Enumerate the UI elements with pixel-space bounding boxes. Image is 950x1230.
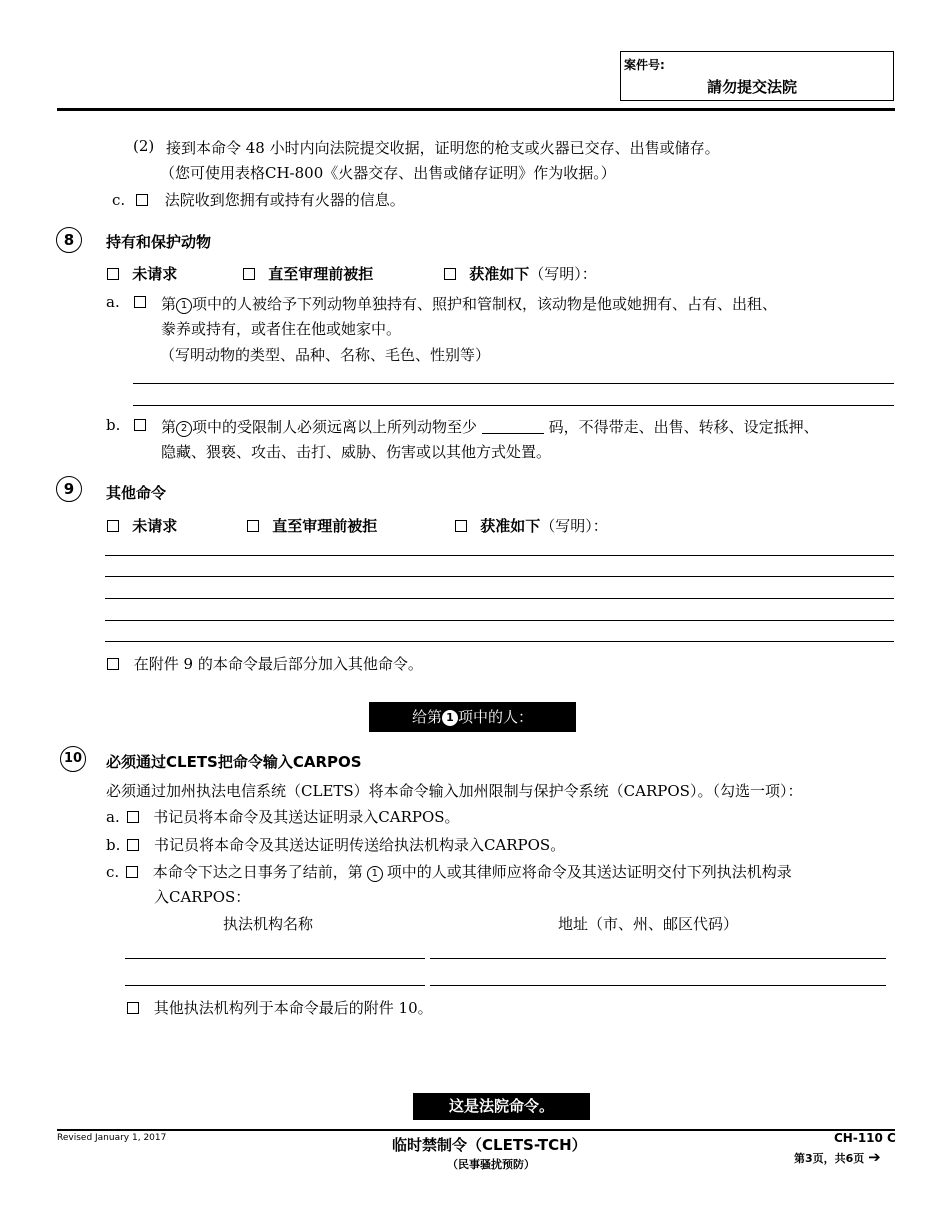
- item9-denied-label: 直至审理前被拒: [272, 517, 378, 535]
- item8-a-prefix: 第: [161, 295, 177, 313]
- item8-a-line3: （写明动物的类型、品种、名称、毛色、性别等）: [160, 346, 491, 364]
- item8-title: 持有和保护动物: [106, 233, 212, 251]
- item9-fill-line-2[interactable]: [105, 576, 894, 577]
- item8-b-letter: b.: [106, 416, 121, 434]
- item10-col-agency: 执法机构名称: [223, 915, 314, 933]
- item9-fill-line-3[interactable]: [105, 598, 894, 599]
- item8-a-letter: a.: [106, 293, 120, 311]
- item9-number: 9: [56, 476, 82, 502]
- item8-a-ref-circle: 1: [176, 298, 192, 314]
- item7-sub2-note: （您可使用表格CH-800《火器交存、出售或储存证明》作为收据。）: [160, 164, 616, 182]
- item8-not-requested-checkbox[interactable]: [107, 268, 119, 280]
- item10-a-checkbox[interactable]: [127, 811, 139, 823]
- item8-granted-label: 获准如下: [469, 265, 530, 283]
- item8-denied-label: 直至审理前被拒: [268, 265, 374, 283]
- item7-c-checkbox[interactable]: [136, 194, 148, 206]
- item10-c-checkbox[interactable]: [126, 866, 138, 878]
- item9-title: 其他命令: [106, 484, 167, 502]
- item9-denied-option: [247, 515, 377, 536]
- item8-b-prefix: 第: [161, 418, 177, 436]
- item8-a-text: 项中的人被给予下列动物单独持有、照护和管制权，该动物是他或她拥有、占有、出租、: [192, 295, 778, 313]
- item8-options: [107, 263, 177, 284]
- item7-c-text: 法院收到您拥有或持有火器的信息。: [164, 191, 405, 209]
- item8-number: 8: [56, 227, 82, 253]
- item8-a-line1: [161, 293, 777, 314]
- item8-granted-checkbox[interactable]: [444, 268, 456, 280]
- item10-b-text: 书记员将本命令及其送达证明传送给执法机构录入CARPOS。: [153, 836, 566, 854]
- item9-granted-option: [455, 515, 608, 536]
- item8-b-yards-field[interactable]: [482, 433, 544, 434]
- item10-col-address: 地址（市、州、邮区代码）: [558, 915, 739, 933]
- to-person-prefix: 给第: [411, 708, 442, 726]
- item9-attachment-text: 在附件 9 的本命令最后部分加入其他命令。: [133, 655, 423, 673]
- page-info-row: [794, 1148, 881, 1166]
- item9-fill-line-5[interactable]: [105, 641, 894, 642]
- footer-rule: [57, 1129, 895, 1131]
- item9-fill-line-1[interactable]: [105, 555, 894, 556]
- item9-granted-label: 获准如下: [480, 517, 541, 535]
- item8-b-checkbox[interactable]: [134, 419, 146, 431]
- item7-c-row: [112, 189, 405, 210]
- item10-other-text: 其他执法机构列于本命令最后的附件 10。: [153, 999, 433, 1017]
- item9-denied-checkbox[interactable]: [247, 520, 259, 532]
- item9-granted-checkbox[interactable]: [455, 520, 467, 532]
- item10-title: 必须通过CLETS把命令输入CARPOS: [106, 753, 362, 771]
- form-subtitle: （民事骚扰预防）: [447, 1158, 535, 1171]
- item10-c-text-b: 项中的人或其律师应将命令及其送达证明交付下列执法机构录: [386, 863, 792, 881]
- item9-fill-line-4[interactable]: [105, 620, 894, 621]
- item10-c-letter: c.: [106, 863, 120, 881]
- item10-a-letter: a.: [106, 808, 120, 826]
- item10-other-row: [127, 997, 433, 1018]
- item10-intro: 必须通过加州执法电信系统（CLETS）将本命令输入加州限制与保护令系统（CARPOS）。（勾选一项）：: [106, 782, 803, 800]
- item7-sub2-number: (2): [133, 137, 155, 155]
- form-number: CH-110 C: [834, 1131, 896, 1145]
- court-order-banner: 这是法院命令。: [413, 1093, 590, 1120]
- page-info: 第3页，共6页: [794, 1152, 865, 1165]
- item10-b-checkbox[interactable]: [127, 839, 139, 851]
- item8-a-fill-line-2[interactable]: [133, 405, 894, 406]
- item8-granted-note: （写明）：: [529, 265, 597, 283]
- item7-c-letter: c.: [112, 191, 126, 209]
- item8-not-requested-label: 未请求: [132, 265, 178, 283]
- item10-other-checkbox[interactable]: [127, 1002, 139, 1014]
- header-rule: [57, 108, 895, 111]
- item9-not-requested-checkbox[interactable]: [107, 520, 119, 532]
- item8-a-line2: 豢养或持有，或者住在他或她家中。: [161, 320, 402, 338]
- item10-c-line2: 入CARPOS：: [154, 888, 251, 906]
- do-not-file-label: 請勿提交法院: [707, 78, 798, 96]
- item8-b-ref-circle: 2: [176, 421, 192, 437]
- item9-not-requested-label: 未请求: [132, 517, 178, 535]
- agency-name-field-2[interactable]: [125, 985, 425, 986]
- item10-c-row: [106, 861, 792, 882]
- to-person-ref-circle: 1: [442, 710, 458, 726]
- item9-granted-note: （写明）：: [540, 517, 608, 535]
- item8-denied-option: [243, 263, 373, 284]
- item10-b-letter: b.: [106, 836, 121, 854]
- item8-b-line1: [161, 416, 819, 437]
- item10-number: 10: [60, 746, 86, 772]
- item9-attachment-checkbox[interactable]: [107, 658, 119, 670]
- to-person-suffix: 项中的人：: [458, 708, 534, 726]
- revised-date: Revised January 1, 2017: [57, 1133, 167, 1143]
- item9-not-requested-option: [107, 515, 177, 536]
- item10-b-row: [106, 834, 565, 855]
- item8-b-line2: 隐藏、猥亵、攻击、击打、威胁、伤害或以其他方式处置。: [161, 443, 552, 461]
- case-number-label: 案件号:: [624, 58, 665, 72]
- agency-address-field-1[interactable]: [430, 958, 886, 959]
- item10-a-row: [106, 806, 460, 827]
- item9-attachment-row: [107, 653, 423, 674]
- item8-granted-option: [444, 263, 597, 284]
- agency-address-field-2[interactable]: [430, 985, 886, 986]
- item7-sub2-text: 接到本命令 48 小时内向法院提交收据，证明您的枪支或火器已交存、出售或储存。: [166, 139, 720, 157]
- item10-a-text: 书记员将本命令及其送达证明录入CARPOS。: [153, 808, 460, 826]
- form-title: 临时禁制令（CLETS-TCH）: [392, 1136, 587, 1154]
- agency-name-field-1[interactable]: [125, 958, 425, 959]
- item8-b-text-b: 码，不得带走、出售、转移、设定抵押、: [548, 418, 819, 436]
- item10-c-ref-circle: 1: [367, 866, 383, 882]
- item8-a-fill-line-1[interactable]: [133, 383, 894, 384]
- item8-b-text-a: 项中的受限制人必须远离以上所列动物至少: [192, 418, 478, 436]
- item8-a-checkbox[interactable]: [134, 296, 146, 308]
- to-person-banner: [369, 702, 576, 732]
- item10-c-text-a: 本命令下达之日事务了结前，第: [152, 863, 363, 881]
- item8-denied-checkbox[interactable]: [243, 268, 255, 280]
- next-page-arrow-icon: ➔: [868, 1148, 881, 1166]
